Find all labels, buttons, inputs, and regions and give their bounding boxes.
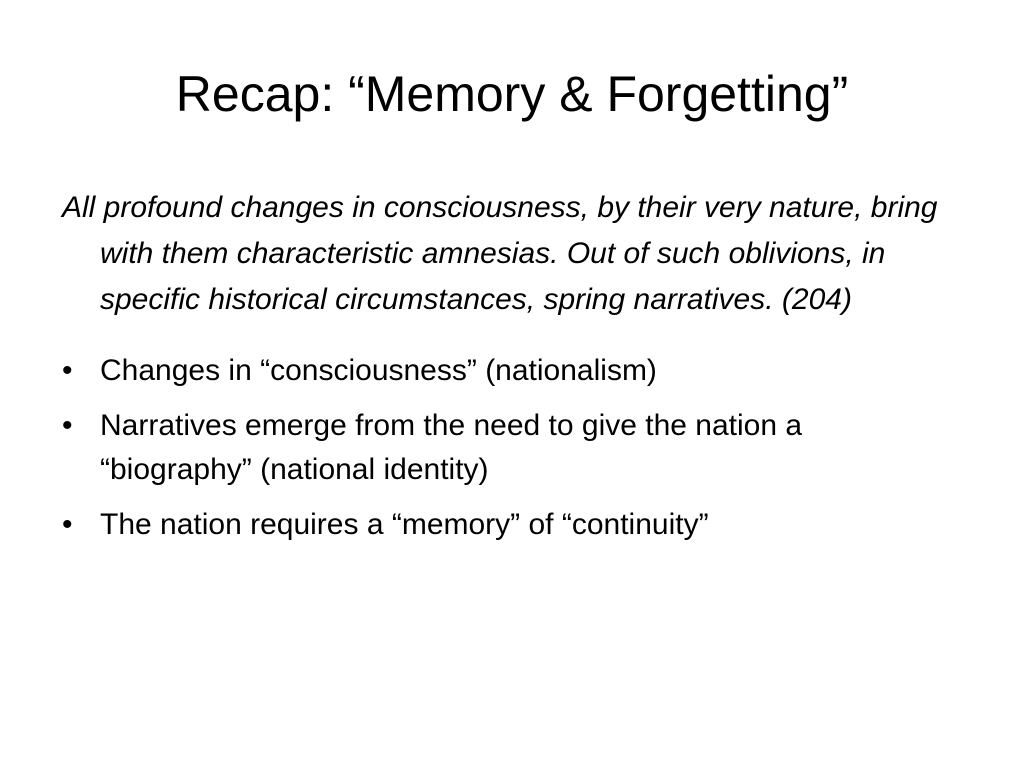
bullet-text: The nation requires a “memory” of “continuity” (100, 508, 709, 541)
list-item (62, 404, 962, 492)
bullet-text: Changes in “consciousness” (nationalism) (100, 354, 657, 387)
bullet-icon: • (62, 409, 73, 442)
bullet-icon: • (62, 508, 73, 541)
quote-text: All profound changes in consciousness, by their very nature, bring with them characteristic amnesias. Out of such oblivions, in specific historical circumstances, spring narratives. (204) (62, 191, 938, 316)
slide-title: Recap: “Memory & Forgetting” (175, 66, 849, 122)
bullet-icon: • (62, 354, 73, 387)
list-item (62, 349, 962, 393)
bullet-list (62, 349, 962, 547)
slide-body (62, 185, 962, 558)
bullet-text: Narratives emerge from the need to give the nation a “biography” (national identity) (100, 409, 803, 486)
list-item (62, 503, 962, 547)
